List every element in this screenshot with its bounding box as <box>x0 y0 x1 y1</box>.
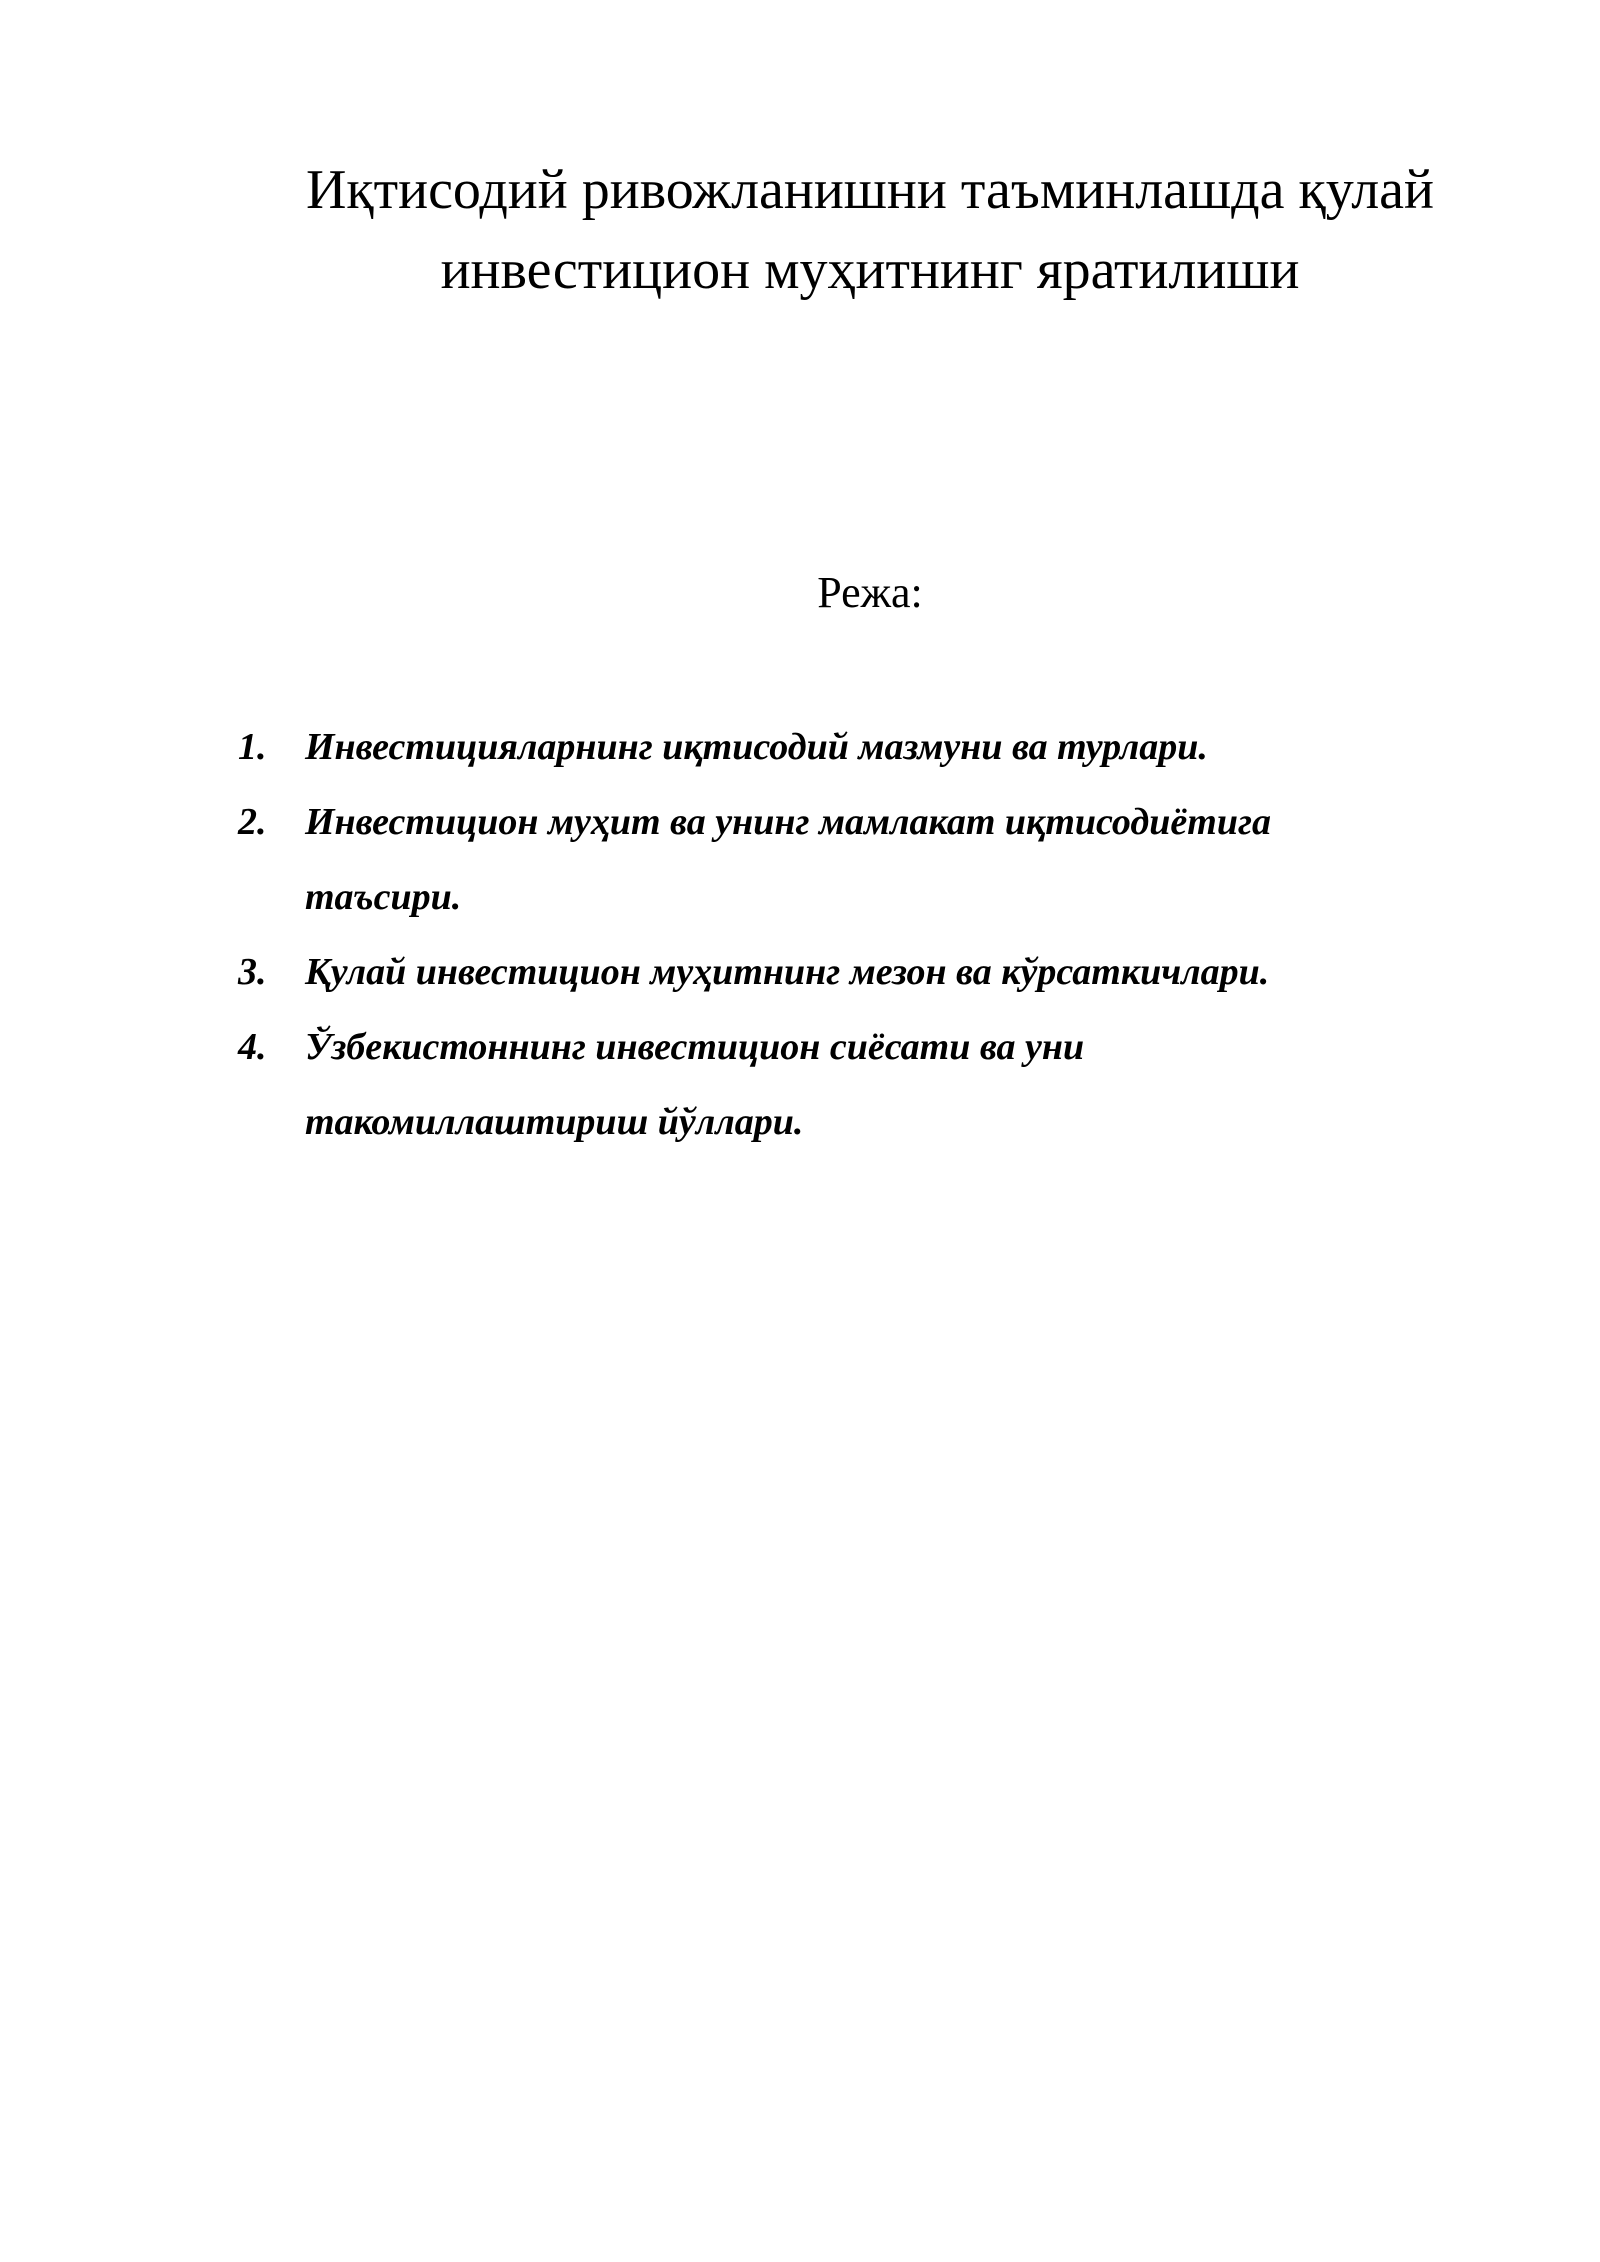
plan-heading: Режа: <box>817 568 923 617</box>
plan-item-number: 4. <box>238 1026 267 1068</box>
title-line-2: инвестицион муҳитнинг яратилиши <box>440 239 1300 301</box>
plan-item-text <box>305 1010 1500 1160</box>
plan-item-number: 1. <box>238 726 267 768</box>
plan-item-line: Инвестицион муҳит ва унинг мамлакат иқтисодиётига <box>305 801 1271 843</box>
plan-item-line: таъсири. <box>305 876 462 918</box>
plan-item-1 <box>0 710 1600 785</box>
plan-item-text <box>305 710 1500 785</box>
plan-item-text <box>305 785 1500 935</box>
plan-item-4 <box>0 1010 1600 1160</box>
plan-item-3 <box>0 935 1600 1010</box>
title-line-1: Иқтисодий ривожланишни таъминлашда қулай <box>305 159 1434 221</box>
plan-list <box>0 710 1600 1160</box>
plan-item-number: 3. <box>238 951 267 993</box>
plan-item-number: 2. <box>238 801 267 843</box>
document-title <box>240 150 1500 310</box>
plan-item-text <box>305 935 1500 1010</box>
plan-item-line: Ўзбекистоннинг инвестицион сиёсати ва уни <box>305 1026 1085 1068</box>
plan-item-2 <box>0 785 1600 935</box>
plan-item-line: Инвестицияларнинг иқтисодий мазмуни ва турлари. <box>305 726 1208 768</box>
plan-item-line: такомиллаштириш йўллари. <box>305 1101 804 1143</box>
plan-item-line: Қулай инвестицион муҳитнинг мезон ва кўрсаткичлари. <box>305 951 1270 993</box>
